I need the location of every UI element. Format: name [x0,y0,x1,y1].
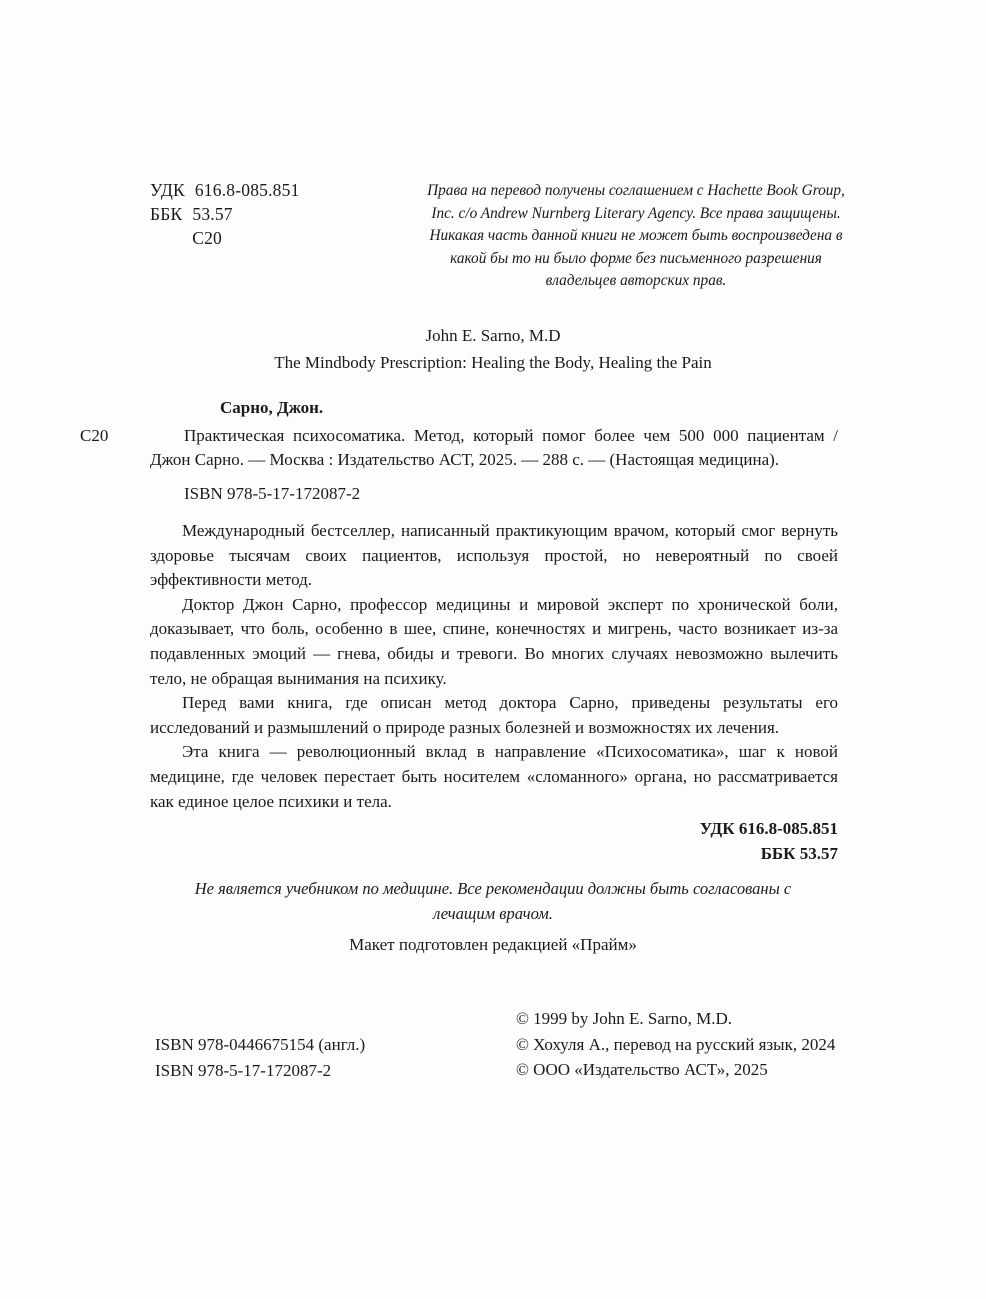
classification-codes [150,178,300,250]
udk-line [150,178,300,202]
bib-isbn: ISBN 978-5-17-172087-2 [184,483,361,503]
original-title-block [0,322,986,376]
bib-body [80,424,838,507]
bbk-line [150,202,300,226]
udk-repeat: УДК 616.8-085.851 [699,819,838,838]
medical-disclaimer: Не является учебником по медицине. Все рекомендации должны быть согласованы с лечащим врачом. [194,879,792,923]
bib-sign: С20 [80,425,109,445]
copyright-publisher: © ООО «Издательство АСТ», 2025 [516,1060,768,1079]
imprint-block [0,1006,986,1116]
bbk-label: ББК [150,204,183,224]
original-author: John E. Sarno, M.D [425,326,561,345]
annotation-paragraph-4: Эта книга — революционный вклад в направление «Психосоматика», шаг к новой медицине, где человек перестает быть носителем «сломанного» органа, но рассматривается как единое целое психики и тела. [150,742,838,811]
udk-label: УДК [150,180,185,200]
author-sign: С20 [192,228,222,248]
isbn-list [155,1032,365,1083]
bbk-value: 53.57 [192,204,233,224]
isbn-russian: ISBN 978-5-17-172087-2 [155,1060,332,1080]
udk-value: 616.8-085.851 [194,180,300,200]
isbn-english: ISBN 978-0446675154 (англ.) [155,1035,366,1054]
bib-description: Практическая психосоматика. Метод, который помог более чем 500 000 пациентам / Джон Сарно. — Москва : Издательство АСТ, 2025. — 288 с. — (Настоящая медицина). [150,425,838,469]
classification-repeat [0,816,838,866]
annotation-paragraph-1: Международный бестселлер, написанный практикующим врачом, который смог вернуть здоровье тысячам своих пациентов, используя простой, но невероятный по своей эффективности метод. [150,521,838,590]
original-title: The Mindbody Prescription: Healing the Body, Healing the Pain [274,353,712,372]
bbk-repeat: ББК 53.57 [760,844,838,863]
copyright-original: © 1999 by John E. Sarno, M.D. [516,1009,732,1028]
annotation-block [150,519,838,814]
bib-author: Сарно, Джон. [220,398,324,417]
bibliographic-record [80,396,838,506]
annotation-paragraph-2: Доктор Джон Сарно, профессор медицины и мировой эксперт по хронической боли, доказывает, что боль, особенно в шее, спине, конечностях и мигрень, часто возникает из-за подавленных эмоций — гнева, обиды и тревоги. Во многих случаях невозможно вылечить тело, не обращая вынимания на психику. [150,594,838,688]
copyright-list [516,1006,835,1083]
rights-notice: Права на перевод получены соглашением с Hachette Book Group, Inc. c/o Andrew Nurnberg Literary Agency. Все права защищены. Никакая часть данной книги не может быть воспроизведена в какой бы то ни было форме без письменного разрешения владельцев авторских прав. [427,182,845,290]
copyright-translation: © Хохуля А., перевод на русский язык, 2024 [516,1034,836,1054]
layout-credit: Макет подготовлен редакцией «Прайм» [349,935,637,954]
annotation-paragraph-3: Перед вами книга, где описан метод доктора Сарно, приведены результаты его исследований и размышлений о природе разных болезней и возможностях их лечения. [150,693,838,737]
